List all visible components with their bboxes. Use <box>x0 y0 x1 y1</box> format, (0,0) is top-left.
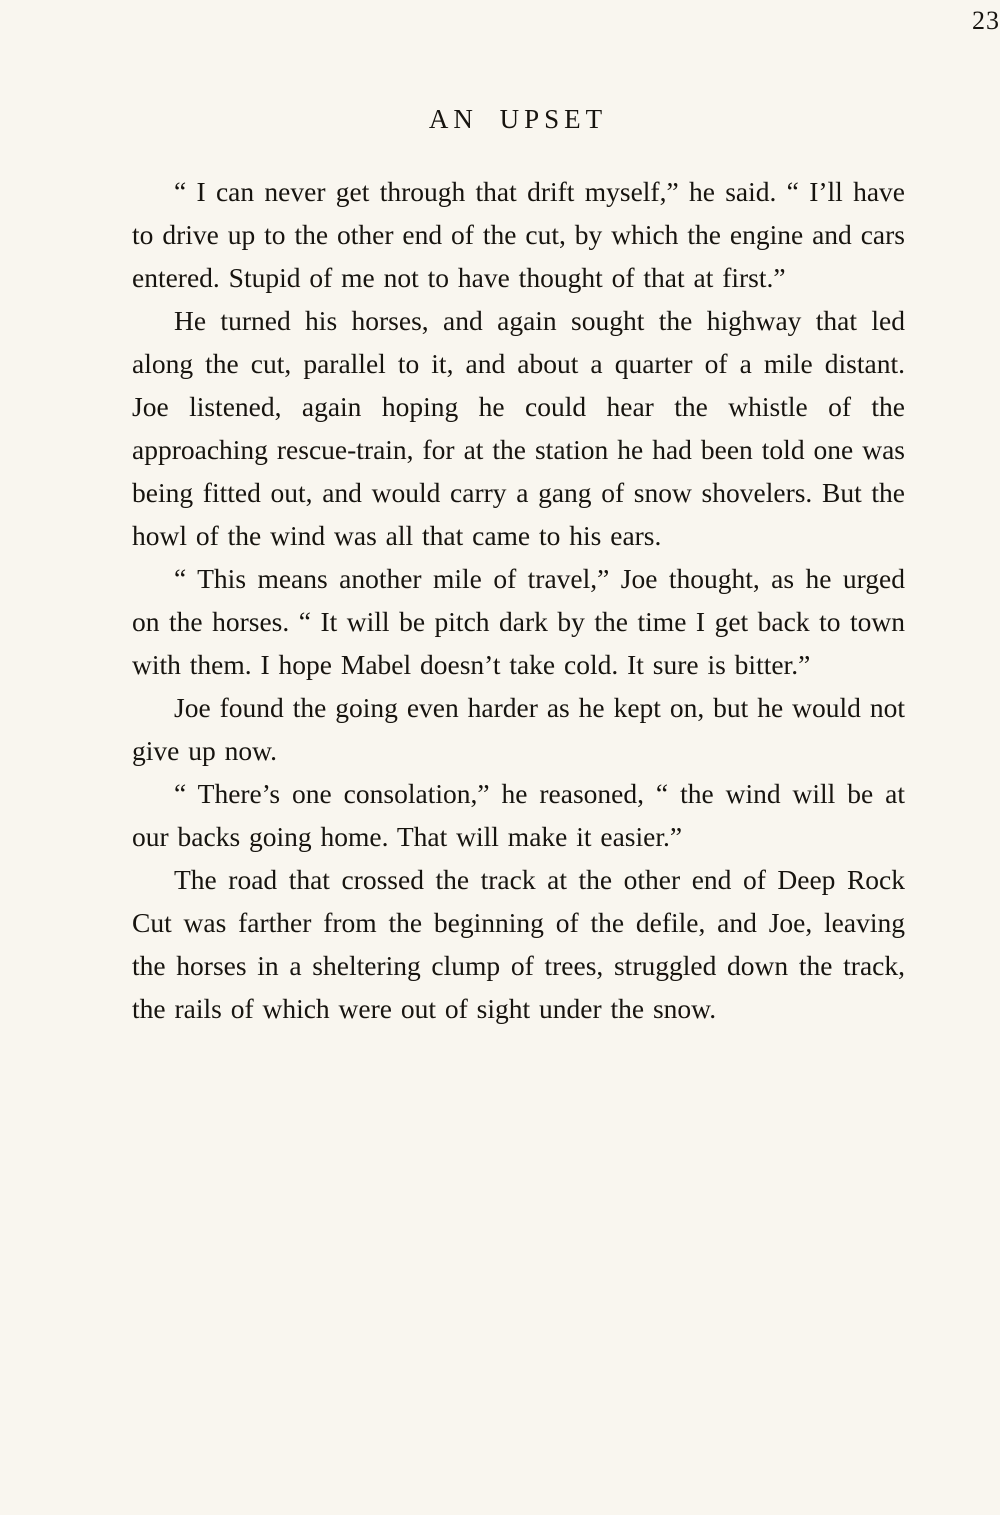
paragraph: Joe found the going even harder as he kept on, but he would not give up now. <box>132 692 905 766</box>
page-title: AN UPSET <box>428 104 608 134</box>
body-text <box>0 150 1000 1030</box>
paragraph: He turned his horses, and again sought the highway that led along the cut, parallel to it, and about a quarter of a mile distant. Joe listened, again hoping he could hear the whistle of the approaching rescue-train, for at the station he had been told one was being fitted out, and would carry a gang of snow shovelers. But the howl of the wind was all that came to his ears. <box>132 305 905 551</box>
page-number: 23 <box>972 6 1000 35</box>
paragraph: “ There’s one consolation,” he reasoned, “ the wind will be at our backs going home. That will make it easier.” <box>132 778 905 852</box>
running-header <box>0 0 1000 150</box>
paragraph: “ I can never get through that drift myself,” he said. “ I’ll have to drive up to the other end of the cut, by which the engine and cars entered. Stupid of me not to have thought of that at first.” <box>132 176 905 293</box>
paragraph: “ This means another mile of travel,” Joe thought, as he urged on the horses. “ It will be pitch dark by the time I get back to town with them. I hope Mabel doesn’t take cold. It sure is bitter.” <box>132 563 905 680</box>
paragraph: The road that crossed the track at the other end of Deep Rock Cut was farther from the beginning of the defile, and Joe, leaving the horses in a sheltering clump of trees, struggled down the track, the rails of which were out of sight under the snow. <box>132 864 905 1024</box>
